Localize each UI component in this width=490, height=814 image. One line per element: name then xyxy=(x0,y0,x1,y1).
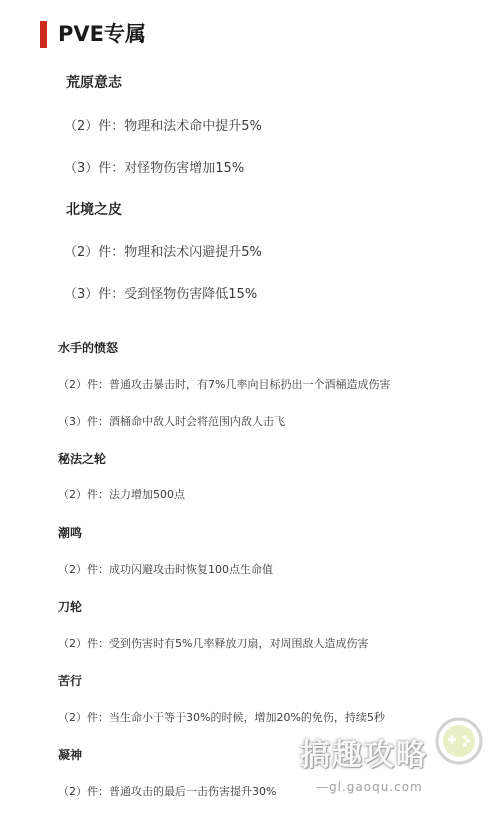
watermark xyxy=(296,722,486,810)
set-name: 北境之皮 xyxy=(66,202,122,218)
set-name: 潮鸣 xyxy=(58,526,83,540)
set-effect: （2）件：物理和法术命中提升5% xyxy=(64,119,262,134)
set-effect: （2）件：法力增加500点 xyxy=(58,488,185,501)
set-name: 凝神 xyxy=(58,748,83,762)
set-effect: （2）件：普通攻击的最后一击伤害提升30% xyxy=(58,785,277,798)
set-effect: （3）件：受到怪物伤害降低15% xyxy=(64,287,258,302)
set-name: 苦行 xyxy=(58,674,83,688)
section-marker xyxy=(40,21,47,48)
set-effect: （2）件：普通攻击暴击时，有7%几率向目标扔出一个酒桶造成伤害 xyxy=(58,378,391,391)
watermark-brand: 搞趣攻略 xyxy=(300,738,428,773)
set-effect: （3）件：对怪物伤害增加15% xyxy=(64,161,245,176)
set-name: 荒原意志 xyxy=(66,75,122,91)
gamepad-logo-icon xyxy=(434,716,484,766)
set-effect: （2）件：物理和法术闪避提升5% xyxy=(64,245,262,260)
set-effect: （3）件：酒桶命中敌人时会将范围内敌人击飞 xyxy=(58,415,285,428)
set-effect: （2）件：当生命小于等于30%的时候，增加20%的免伤，持续5秒 xyxy=(58,711,385,724)
set-name: 刀轮 xyxy=(58,600,83,614)
section-title: PVE专属 xyxy=(58,22,146,46)
set-name: 水手的愤怒 xyxy=(58,341,119,355)
watermark-url: —gl.gaoqu.com xyxy=(316,780,423,794)
set-effect: （2）件：受到伤害时有5%几率释放刀扇，对周围敌人造成伤害 xyxy=(58,637,369,650)
set-name: 秘法之轮 xyxy=(58,452,107,466)
set-effect: （2）件：成功闪避攻击时恢复100点生命值 xyxy=(58,563,273,576)
